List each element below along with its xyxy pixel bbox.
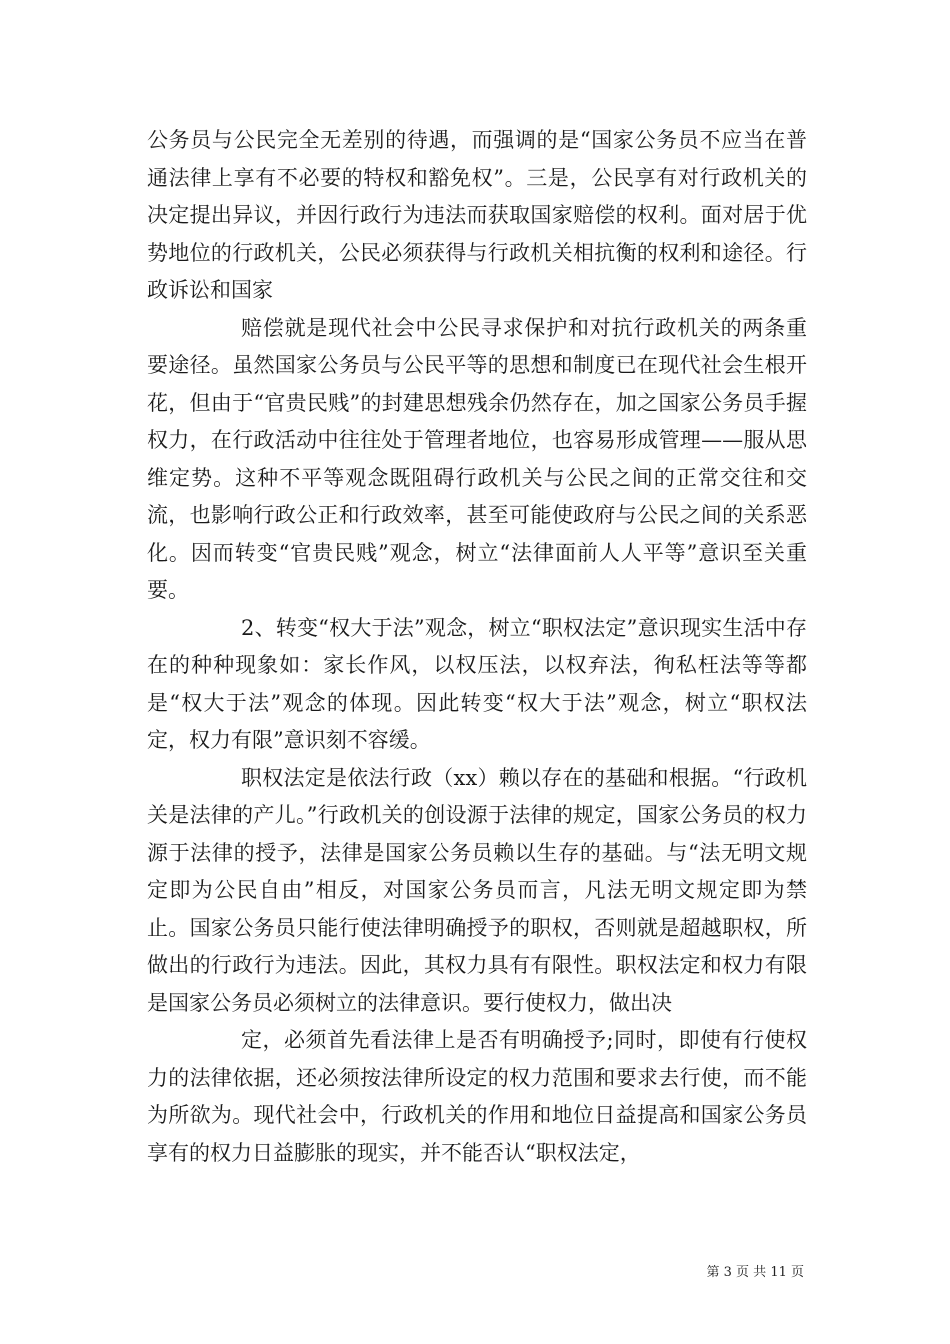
paragraph-3: 2、转变“权大于法”观念，树立“职权法定”意识现实生活中存在的种种现象如：家长作风，以权压法，以权弃法，徇私枉法等等都是“权大于法”观念的体现。因此转变“权大于法”观念，树立“职权法定，权力有限”意识刻不容缓。 [147, 615, 807, 752]
paragraph-5: 定，必须首先看法律上是否有明确授予;同时，即使有行使权力的法律依据，还必须按法律所设定的权力范围和要求去行使，而不能为所欲为。现代社会中，行政机关的作用和地位日益提高和国家公务员享有的权力日益膨胀的现实，并不能否认“职权法定， [147, 1028, 807, 1165]
paragraph-1: 公务员与公民完全无差别的待遇，而强调的是“国家公务员不应当在普通法律上享有不必要的特权和豁免权”。三是，公民享有对行政机关的决定提出异议，并因行政行为违法而获取国家赔偿的权利。面对居于优势地位的行政机关，公民必须获得与行政机关相抗衡的权利和途径。行政诉讼和国家 [147, 128, 807, 302]
document-body [147, 122, 807, 1172]
page-number: 第 3 页 共 11 页 [706, 1265, 804, 1280]
paragraph-2: 赔偿就是现代社会中公民寻求保护和对抗行政机关的两条重要途径。虽然国家公务员与公民平等的思想和制度已在现代社会生根开花，但由于“官贵民贱”的封建思想残余仍然存在，加之国家公务员手握权力，在行政活动中往往处于管理者地位，也容易形成管理——服从思维定势。这种不平等观念既阻碍行政机关与公民之间的正常交往和交流，也影响行政公正和行政效率，甚至可能使政府与公民之间的关系恶化。因而转变“官贵民贱”观念，树立“法律面前人人平等”意识至关重要。 [147, 315, 807, 602]
paragraph-4: 职权法定是依法行政（xx）赖以存在的基础和根据。“行政机关是法律的产儿。”行政机关的创设源于法律的规定，国家公务员的权力源于法律的授予，法律是国家公务员赖以生存的基础。与“法无明文规定即为公民自由”相反，对国家公务员而言，凡法无明文规定即为禁止。国家公务员只能行使法律明确授予的职权，否则就是超越职权，所做出的行政行为违法。因此，其权力具有有限性。职权法定和权力有限是国家公务员必须树立的法律意识。要行使权力，做出决 [147, 765, 807, 1015]
